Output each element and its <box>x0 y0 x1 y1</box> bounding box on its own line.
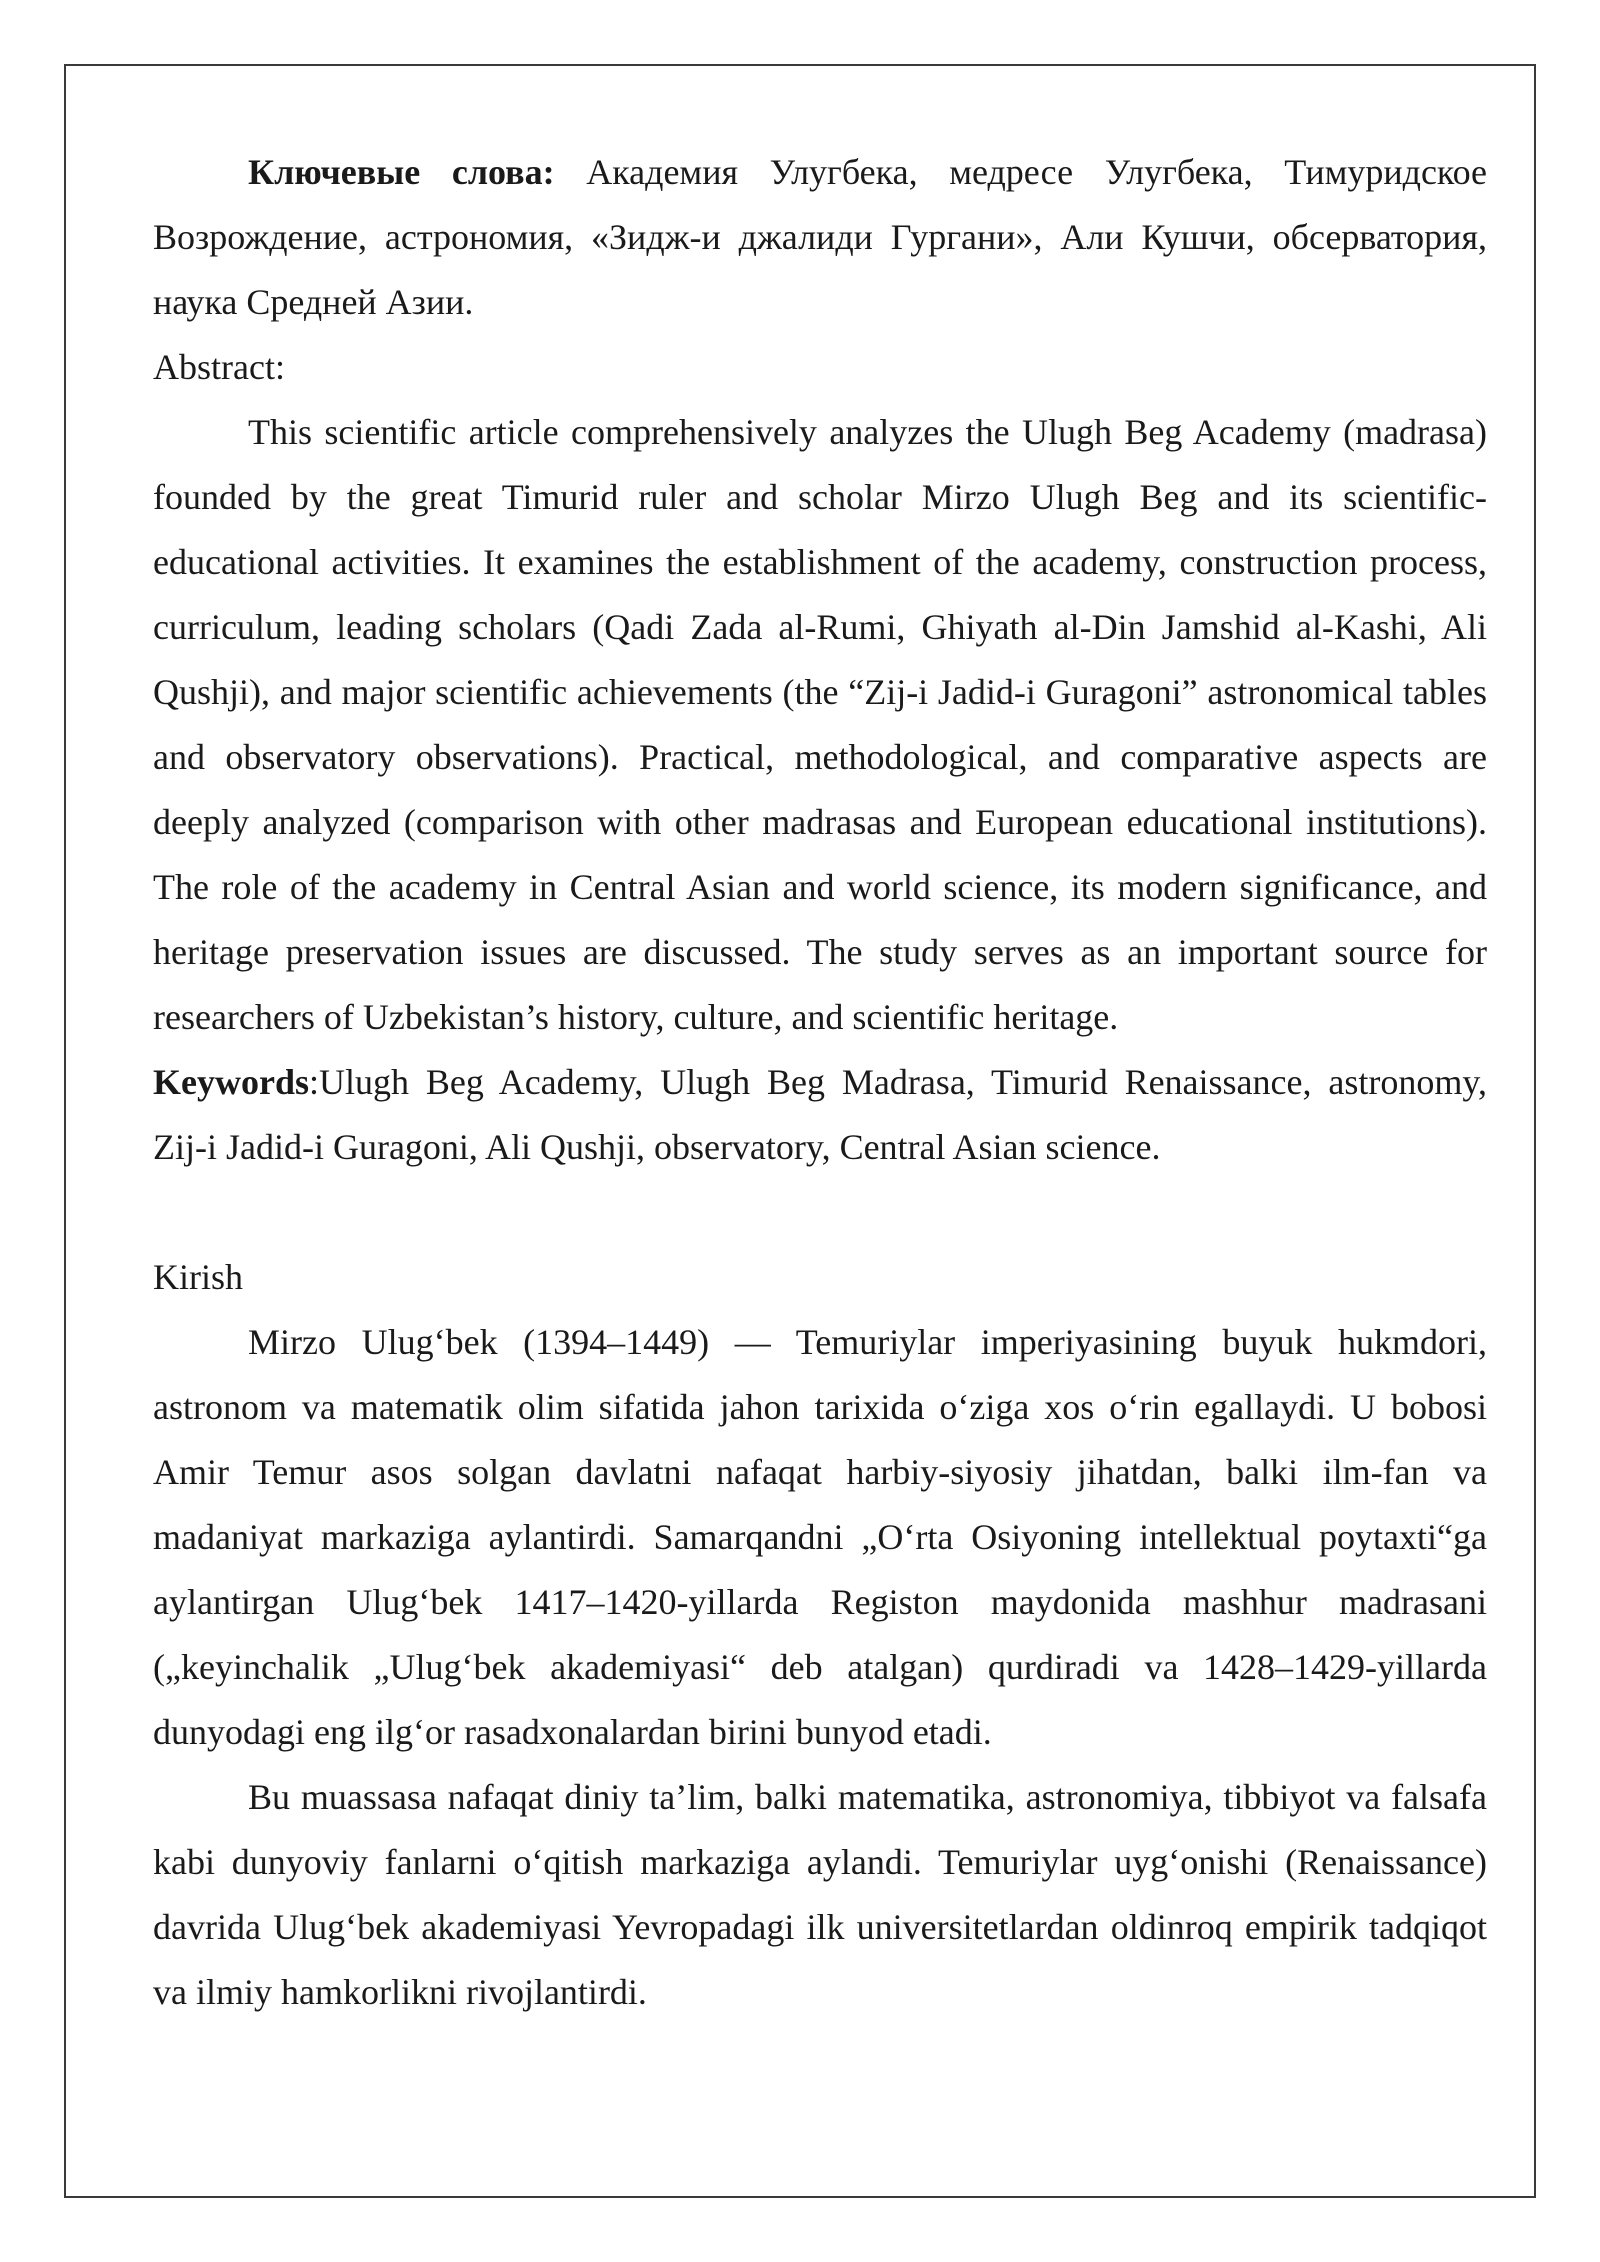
introduction-paragraph-2: Bu muassasa nafaqat diniy ta’lim, balki matematika, astronomiya, tibbiyot va falsafa kabi dunyoviy fanlarni o‘qitish markaziga aylandi. Temuriylar uyg‘onishi (Renaissance) davrida Ulug‘bek akademiyasi Yevropadagi ilk universitetlardan oldinroq empirik tadqiqot va ilmiy hamkorlikni rivojlantirdi. <box>153 1777 1487 2012</box>
russian-keywords-text: Академия Улугбека, медресе Улугбека, Тимуридское Возрождение, астрономия, «Зидж-и джалиди Гургани», Али Кушчи, обсерватория, наука Средней Азии. <box>153 152 1487 322</box>
russian-keywords-label: Ключевые слова: <box>248 152 555 192</box>
english-keywords-paragraph <box>153 1050 1487 1180</box>
introduction-heading: Kirish <box>153 1257 243 1297</box>
english-keywords-text: :Ulugh Beg Academy, Ulugh Beg Madrasa, Timurid Renaissance, astronomy, Zij-i Jadid-i Guragoni, Ali Qushji, observatory, Central Asian science. <box>153 1062 1487 1167</box>
abstract-text: This scientific article comprehensively analyzes the Ulugh Beg Academy (madrasa) founded by the great Timurid ruler and scholar Mirzo Ulugh Beg and its scientific-educational activities. It examines the establishment of the academy, construction process, curriculum, leading scholars (Qadi Zada al-Rumi, Ghiyath al-Din Jamshid al-Kashi, Ali Qushji), and major scientific achievements (the “Zij-i Jadid-i Guragoni” astronomical tables and observatory observations). Practical, methodological, and comparative aspects are deeply analyzed (comparison with other madrasas and European educational institutions). The role of the academy in Central Asian and world science, its modern significance, and heritage preservation issues are discussed. The study serves as an important source for researchers of Uzbekistan’s history, culture, and scientific heritage. <box>153 412 1487 1037</box>
blank-line <box>153 1180 1487 1245</box>
document-body <box>153 140 1487 2025</box>
abstract-heading: Abstract: <box>153 347 285 387</box>
introduction-paragraph-1: Mirzo Ulug‘bek (1394–1449) — Temuriylar imperiyasining buyuk hukmdori, astronom va matematik olim sifatida jahon tarixida o‘ziga xos o‘rin egallaydi. U bobosi Amir Temur asos solgan davlatni nafaqat harbiy-siyosiy jihatdan, balki ilm-fan va madaniyat markaziga aylantirdi. Samarqandni „O‘rta Osiyoning intellektual poytaxti“ga aylantirgan Ulug‘bek 1417–1420-yillarda Registon maydonida mashhur madrasani („keyinchalik „Ulug‘bek akademiyasi“ deb atalgan) qurdiradi va 1428–1429-yillarda dunyodagi eng ilg‘or rasadxonalardan birini bunyod etadi. <box>153 1322 1487 1752</box>
russian-keywords-paragraph <box>153 140 1487 335</box>
english-keywords-label: Keywords <box>153 1062 309 1102</box>
